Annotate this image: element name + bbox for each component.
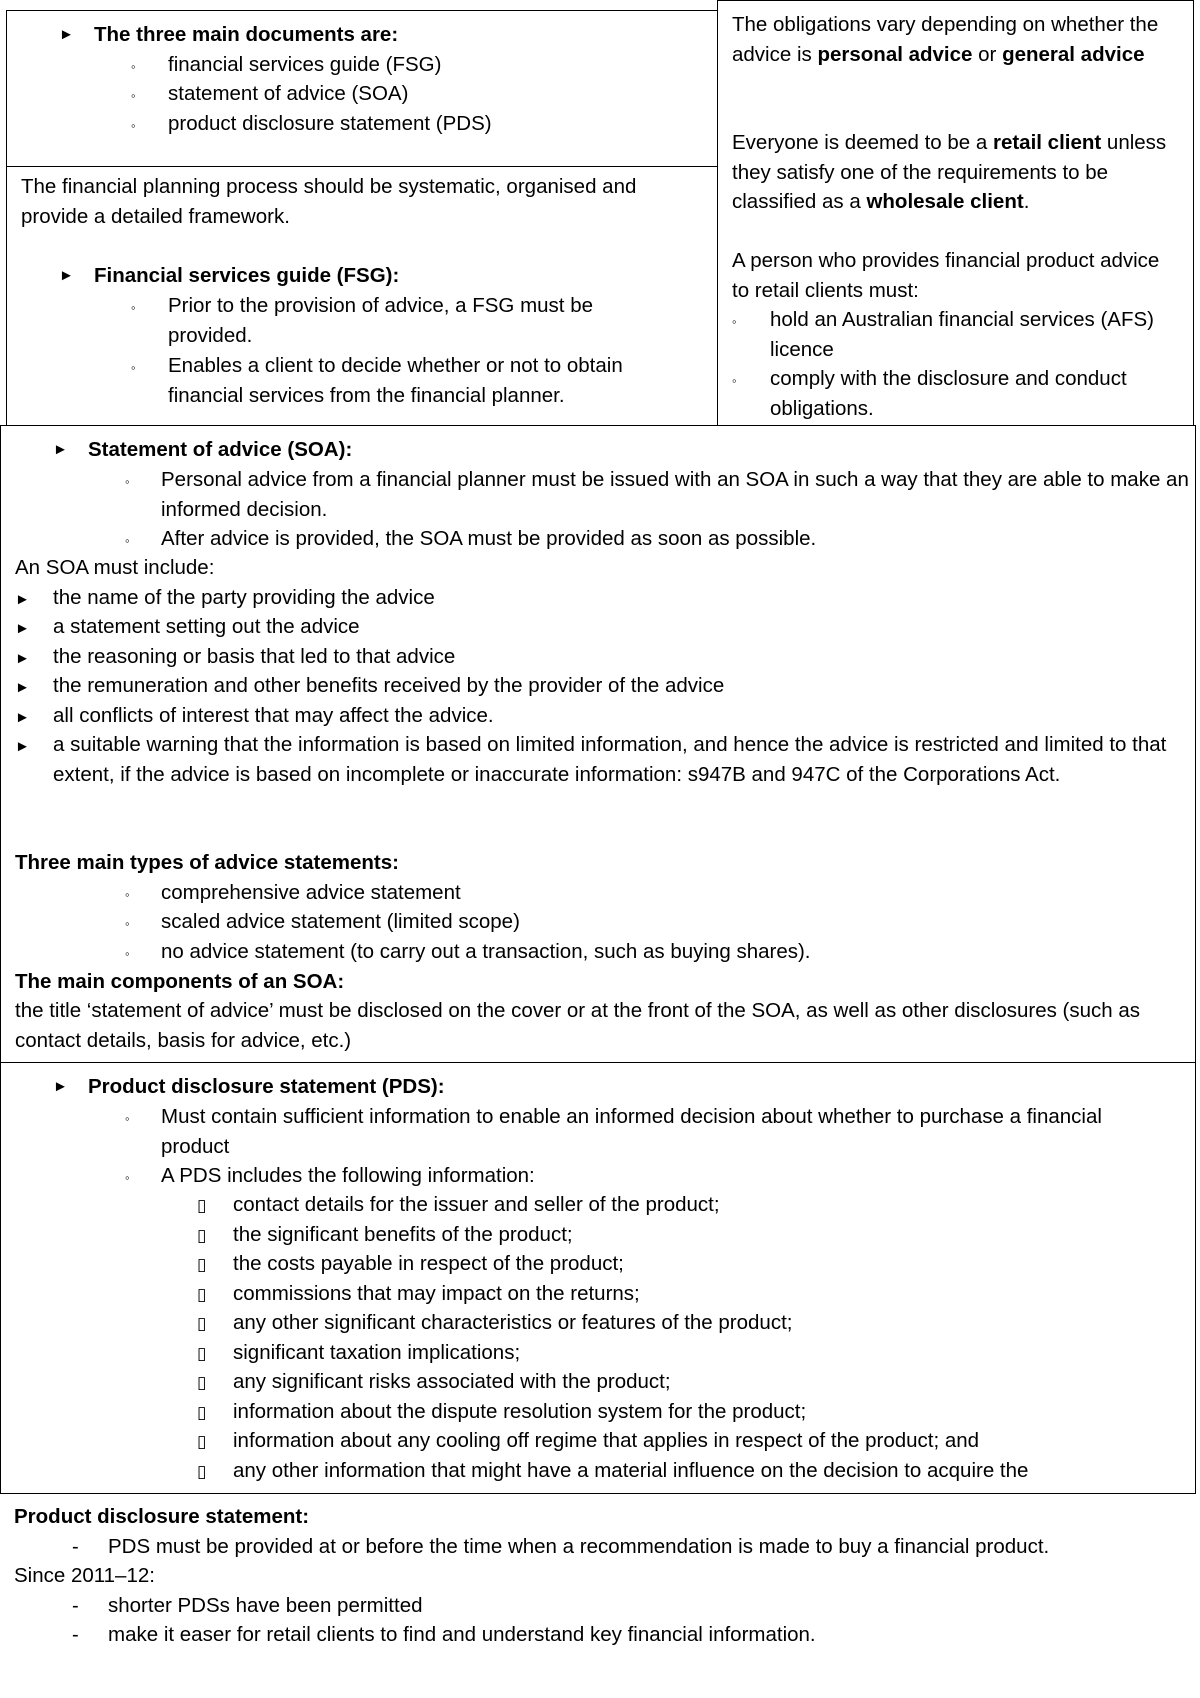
triangle-bullet-icon: ► — [15, 591, 30, 608]
obligation-item: comply with the disclosure and conduct obligations. — [770, 367, 1127, 420]
soa-include-item: a statement setting out the advice — [53, 615, 360, 638]
circle-bullet-icon: ◦ — [125, 946, 130, 961]
triangle-bullet-icon: ► — [15, 679, 30, 696]
soa-include-item: the reasoning or basis that led to that advice — [53, 645, 456, 668]
pds-footer-heading: Product disclosure statement: — [14, 1505, 310, 1528]
main-documents-item-text: product disclosure statement (PDS) — [168, 112, 492, 135]
pds-footer-since: Since 2011–12: — [14, 1564, 155, 1587]
pds-item: A PDS includes the following information: — [161, 1164, 535, 1187]
square-bullet-icon: ▯ — [197, 1403, 207, 1422]
square-bullet-icon: ▯ — [197, 1432, 207, 1451]
triangle-bullet-icon: ► — [53, 441, 68, 458]
pds-footer-since-item: shorter PDSs have been permitted — [108, 1594, 423, 1617]
square-bullet-icon: ▯ — [197, 1344, 207, 1363]
square-bullet-icon: ▯ — [197, 1373, 207, 1392]
circle-bullet-icon: ◦ — [125, 533, 130, 548]
square-bullet-icon: ▯ — [197, 1226, 207, 1245]
circle-bullet-icon: ◦ — [125, 1170, 130, 1185]
triangle-bullet-icon: ► — [15, 620, 30, 637]
soa-heading: Statement of advice (SOA): — [88, 438, 353, 461]
components-heading: The main components of an SOA: — [15, 970, 345, 993]
pds-info-item: information about the dispute resolution system for the product; — [233, 1400, 807, 1423]
circle-bullet-icon: ◦ — [131, 59, 136, 74]
pds-item: Must contain sufficient information to enable an informed decision about whether to purchase a financial product — [161, 1105, 1102, 1158]
soa-include-item: the remuneration and other benefits received by the provider of the advice — [53, 674, 725, 697]
pds-info-item: any other significant characteristics or features of the product; — [233, 1311, 793, 1334]
circle-bullet-icon: ◦ — [125, 887, 130, 902]
triangle-bullet-icon: ► — [53, 1078, 68, 1095]
pds-info-item: information about any cooling off regime that applies in respect of the product; and — [233, 1429, 980, 1452]
types-heading: Three main types of advice statements: — [15, 851, 399, 874]
main-documents-item — [131, 79, 136, 111]
pds-info-item: contact details for the issuer and seller of the product; — [233, 1193, 720, 1216]
fsg-heading: Financial services guide (FSG): — [94, 264, 400, 287]
main-documents-heading: The three main documents are: — [94, 23, 399, 46]
triangle-bullet-icon: ► — [59, 26, 74, 43]
soa-include-item: the name of the party providing the advice — [53, 586, 435, 609]
circle-bullet-icon: ◦ — [131, 88, 136, 103]
fsg-item: Prior to the provision of advice, a FSG must be provided. — [168, 294, 593, 347]
pds-box — [0, 1062, 1196, 1494]
obligations-box — [717, 0, 1194, 426]
square-bullet-icon: ▯ — [197, 1196, 207, 1215]
main-documents-box — [6, 10, 718, 167]
pds-info-item: the costs payable in respect of the product; — [233, 1252, 624, 1275]
triangle-bullet-icon: ► — [15, 738, 30, 755]
pds-heading: Product disclosure statement (PDS): — [88, 1075, 445, 1098]
circle-bullet-icon: ◦ — [125, 916, 130, 931]
circle-bullet-icon: ◦ — [732, 373, 737, 388]
pds-info-item: significant taxation implications; — [233, 1341, 521, 1364]
circle-bullet-icon: ◦ — [131, 360, 136, 375]
pds-info-item: the significant benefits of the product; — [233, 1223, 573, 1246]
types-item: no advice statement (to carry out a transaction, such as buying shares). — [161, 940, 811, 963]
soa-include-item: all conflicts of interest that may affect the advice. — [53, 704, 494, 727]
dash-bullet-icon: - — [72, 1624, 79, 1646]
main-documents-item-text: financial services guide (FSG) — [168, 53, 442, 76]
pds-info-item: commissions that may impact on the returns; — [233, 1282, 640, 1305]
dash-bullet-icon: - — [72, 1595, 79, 1617]
circle-bullet-icon: ◦ — [131, 118, 136, 133]
types-item: comprehensive advice statement — [161, 881, 461, 904]
main-documents-item-text: statement of advice (SOA) — [168, 82, 409, 105]
soa-include-item: a suitable warning that the information is based on limited information, and hence the advice is restricted and limited to that extent, if the advice is based on incomplete or inaccurate information: s947B and 947C of the Corporations Act. — [53, 733, 1167, 786]
advice-provider-text: A person who provides financial product advice to retail clients must: — [732, 249, 1160, 302]
main-documents-item — [131, 50, 136, 82]
pds-footer-since-item: make it easer for retail clients to find and understand key financial information. — [108, 1623, 816, 1646]
circle-bullet-icon: ◦ — [131, 300, 136, 315]
soa-box — [0, 425, 1196, 1063]
triangle-bullet-icon: ► — [59, 267, 74, 284]
soa-must-include: An SOA must include: — [15, 556, 215, 579]
circle-bullet-icon: ◦ — [125, 1111, 130, 1126]
pds-footer — [0, 1493, 1200, 1693]
square-bullet-icon: ▯ — [197, 1314, 207, 1333]
square-bullet-icon: ▯ — [197, 1255, 207, 1274]
pds-footer-item: PDS must be provided at or before the time when a recommendation is made to buy a financial product. — [108, 1535, 1050, 1558]
square-bullet-icon: ▯ — [197, 1462, 207, 1481]
components-text: the title ‘statement of advice’ must be disclosed on the cover or at the front of the SOA, as well as other disclosures (such as contact details, basis for advice, etc.) — [15, 999, 1141, 1052]
main-documents-item — [131, 109, 136, 141]
square-bullet-icon: ▯ — [197, 1285, 207, 1304]
triangle-bullet-icon: ► — [15, 709, 30, 726]
circle-bullet-icon: ◦ — [125, 474, 130, 489]
fsg-item: Enables a client to decide whether or not to obtain financial services from the financial planner. — [168, 354, 623, 407]
obligations-intro: The obligations vary depending on whether the advice is personal advice or general advice — [732, 13, 1159, 66]
types-item: scaled advice statement (limited scope) — [161, 910, 520, 933]
pds-info-item: any significant risks associated with the product; — [233, 1370, 671, 1393]
pds-info-item: any other information that might have a material influence on the decision to acquire the — [233, 1459, 1029, 1482]
retail-client-text: Everyone is deemed to be a retail client unless they satisfy one of the requirements to be classified as a wholesale client. — [732, 131, 1167, 213]
obligation-item: hold an Australian financial services (AFS) licence — [770, 308, 1154, 361]
planning-intro: The financial planning process should be systematic, organised and provide a detailed framework. — [21, 175, 637, 228]
circle-bullet-icon: ◦ — [732, 314, 737, 329]
dash-bullet-icon: - — [72, 1536, 79, 1558]
planning-box — [6, 166, 718, 426]
soa-item: Personal advice from a financial planner must be issued with an SOA in such a way that they are able to make an informed decision. — [161, 468, 1189, 521]
triangle-bullet-icon: ► — [15, 650, 30, 667]
soa-item: After advice is provided, the SOA must be provided as soon as possible. — [161, 527, 817, 550]
